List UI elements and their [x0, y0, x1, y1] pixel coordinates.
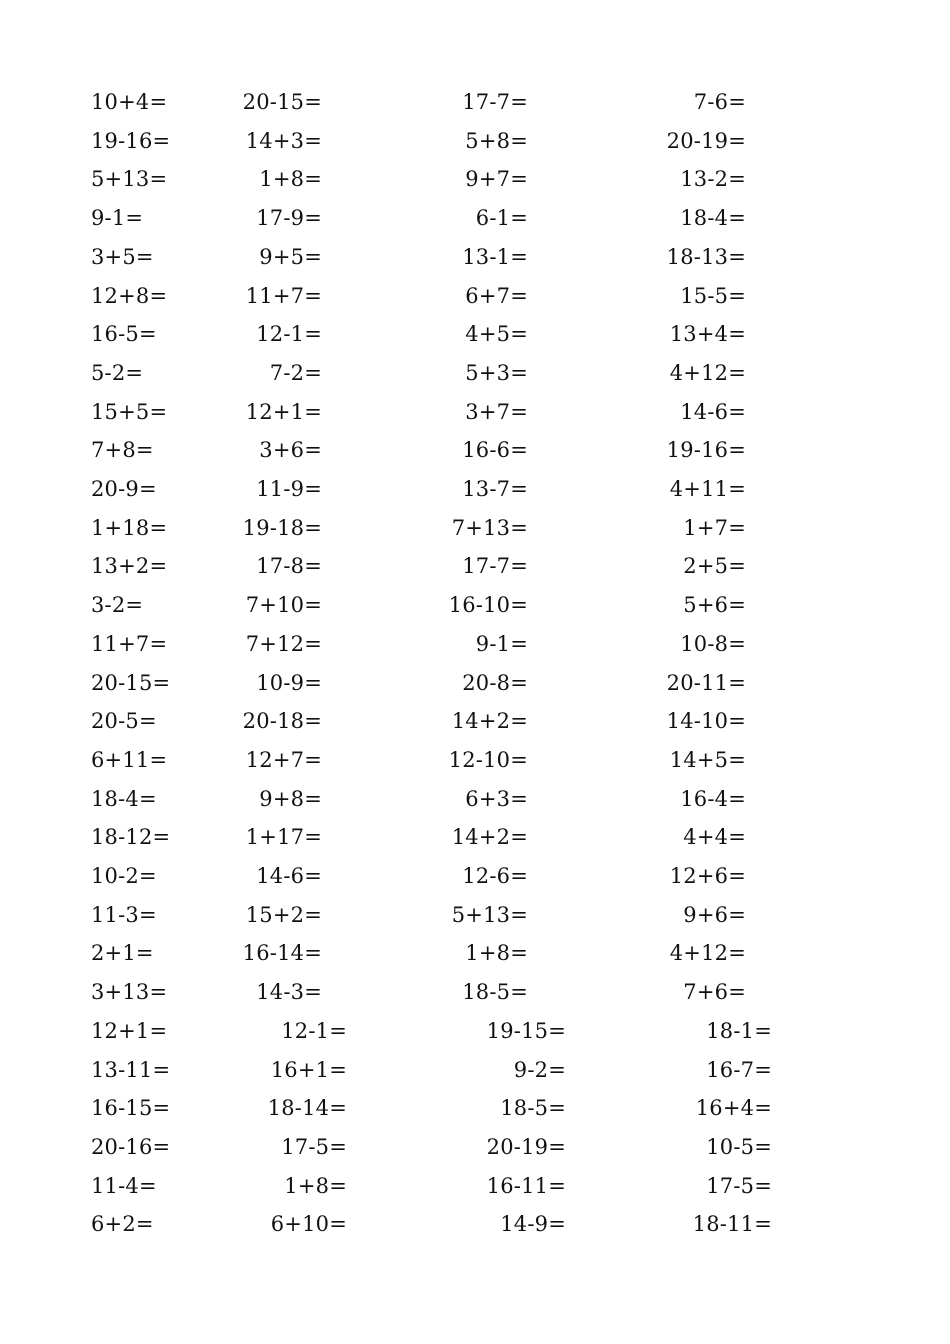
problem-cell: 12-1= [256, 322, 322, 347]
problem-row [0, 245, 950, 284]
problem-cell: 14+2= [451, 709, 528, 734]
problem-cell: 12+1= [91, 1018, 168, 1043]
problem-row [0, 1058, 950, 1097]
problem-cell: 6+7= [465, 283, 528, 308]
problem-cell: 12-10= [448, 747, 528, 772]
problem-cell: 5+3= [465, 360, 528, 385]
problem-cell: 14-9= [500, 1212, 566, 1237]
problem-cell: 14+2= [451, 825, 528, 850]
problem-row [0, 284, 950, 323]
problem-cell: 1+17= [245, 825, 322, 850]
problem-cell: 7+10= [245, 593, 322, 618]
problem-cell: 11-4= [91, 1173, 157, 1198]
problem-cell: 14-6= [256, 864, 322, 888]
problem-cell: 20-16= [91, 1134, 171, 1159]
problem-cell: 12-1= [281, 1018, 347, 1043]
problem-row [0, 748, 950, 787]
problem-row [0, 322, 950, 361]
problem-cell: 14-3= [256, 980, 322, 1005]
problem-cell: 12+8= [91, 283, 168, 308]
problem-cell: 20-15= [91, 670, 171, 695]
problem-cell: 18-12= [91, 825, 171, 850]
problem-cell: 6+11= [91, 747, 168, 772]
problem-cell: 3+13= [91, 980, 168, 1005]
problem-cell: 3+5= [91, 244, 154, 269]
problem-cell: 9-2= [513, 1057, 566, 1082]
problem-cell: 1+8= [465, 941, 528, 966]
problem-cell: 18-5= [500, 1096, 566, 1121]
problem-cell: 11+7= [91, 631, 168, 656]
problem-cell: 15+2= [245, 902, 322, 927]
problem-cell: 14-10= [666, 709, 746, 734]
problem-cell: 19-15= [486, 1018, 566, 1043]
problem-row [0, 167, 950, 206]
problem-cell: 10-9= [256, 670, 322, 695]
problem-cell: 16+1= [270, 1057, 347, 1082]
problem-row [0, 709, 950, 748]
problem-cell: 20-5= [91, 709, 157, 734]
problem-cell: 2+1= [91, 941, 154, 966]
problem-cell: 20-19= [486, 1134, 566, 1159]
problem-cell: 17-8= [256, 554, 322, 579]
problem-cell: 17-7= [462, 90, 528, 114]
problem-cell: 7-6= [693, 90, 746, 114]
problem-cell: 14+3= [245, 128, 322, 153]
problem-cell: 10+4= [91, 90, 168, 114]
problem-cell: 15+5= [91, 399, 168, 424]
problem-row [0, 903, 950, 942]
problem-row [0, 516, 950, 555]
problem-cell: 9+5= [259, 244, 322, 269]
problem-cell: 12+7= [245, 747, 322, 772]
problem-row [0, 361, 950, 400]
problem-row [0, 477, 950, 516]
problem-cell: 16-5= [91, 322, 157, 347]
problem-cell: 14+5= [669, 747, 746, 772]
problem-cell: 13-11= [91, 1057, 171, 1082]
problem-cell: 16-11= [486, 1173, 566, 1198]
problem-cell: 18-13= [666, 244, 746, 269]
problem-row [0, 90, 950, 129]
problem-cell: 5+13= [91, 167, 168, 192]
problem-row [0, 129, 950, 168]
problem-cell: 4+11= [669, 477, 746, 501]
problem-cell: 6-1= [475, 206, 528, 231]
problem-cell: 19-18= [242, 515, 322, 540]
problem-cell: 20-18= [242, 709, 322, 734]
problem-cell: 5+13= [451, 902, 528, 927]
problem-cell: 2+5= [683, 554, 746, 579]
problem-cell: 7+8= [91, 438, 154, 463]
problem-cell: 11-9= [256, 477, 322, 501]
problem-row [0, 206, 950, 245]
problem-cell: 5+6= [683, 593, 746, 618]
problem-cell: 17-5= [706, 1173, 772, 1198]
problem-cell: 13-7= [462, 477, 528, 501]
problem-cell: 19-16= [91, 128, 171, 153]
problem-cell: 6+10= [270, 1212, 347, 1237]
problem-row [0, 1135, 950, 1174]
problem-cell: 20-11= [666, 670, 746, 695]
problem-cell: 3+7= [465, 399, 528, 424]
problem-cell: 18-4= [680, 206, 746, 231]
problem-cell: 4+5= [465, 322, 528, 347]
problem-cell: 10-5= [706, 1134, 772, 1159]
problem-cell: 17-5= [281, 1134, 347, 1159]
problem-row [0, 400, 950, 439]
problem-row [0, 1096, 950, 1135]
problem-cell: 12+6= [669, 864, 746, 888]
problem-cell: 13+4= [669, 322, 746, 347]
problem-cell: 9+8= [259, 786, 322, 811]
problem-cell: 12-6= [462, 864, 528, 888]
problem-row [0, 787, 950, 826]
problem-row [0, 593, 950, 632]
problem-cell: 1+8= [284, 1173, 347, 1198]
problem-cell: 9+7= [465, 167, 528, 192]
problem-cell: 4+12= [669, 941, 746, 966]
problem-row [0, 554, 950, 593]
problem-cell: 20-15= [242, 90, 322, 114]
problem-cell: 6+2= [91, 1212, 154, 1237]
problem-cell: 6+3= [465, 786, 528, 811]
problem-cell: 4+4= [683, 825, 746, 850]
problem-cell: 1+7= [683, 515, 746, 540]
problem-cell: 7-2= [269, 360, 322, 385]
problem-cell: 10-8= [680, 631, 746, 656]
problem-cell: 13+2= [91, 554, 168, 579]
problem-cell: 7+12= [245, 631, 322, 656]
problem-cell: 13-2= [680, 167, 746, 192]
problem-cell: 16-10= [448, 593, 528, 618]
problem-cell: 16-14= [242, 941, 322, 966]
problem-cell: 1+8= [259, 167, 322, 192]
problem-cell: 18-14= [267, 1096, 347, 1121]
problem-cell: 16-4= [680, 786, 746, 811]
problem-row [0, 671, 950, 710]
problem-cell: 5-2= [91, 360, 144, 385]
problem-row [0, 1212, 950, 1251]
problem-cell: 11+7= [245, 283, 322, 308]
problem-row [0, 941, 950, 980]
problem-cell: 3-2= [91, 593, 144, 618]
problem-cell: 16-6= [462, 438, 528, 463]
problem-cell: 9-1= [91, 206, 144, 231]
problem-cell: 15-5= [680, 283, 746, 308]
problem-cell: 16-15= [91, 1096, 171, 1121]
problem-row [0, 438, 950, 477]
problem-cell: 17-9= [256, 206, 322, 231]
problem-row [0, 1019, 950, 1058]
problem-cell: 7+6= [683, 980, 746, 1005]
problem-cell: 18-4= [91, 786, 157, 811]
problem-cell: 3+6= [259, 438, 322, 463]
problem-row [0, 864, 950, 903]
problem-cell: 10-2= [91, 864, 157, 888]
problem-cell: 16+4= [695, 1096, 772, 1121]
problem-cell: 1+18= [91, 515, 168, 540]
problem-cell: 9-1= [475, 631, 528, 656]
problem-cell: 4+12= [669, 360, 746, 385]
problem-cell: 20-19= [666, 128, 746, 153]
problem-cell: 20-8= [462, 670, 528, 695]
problem-row [0, 1174, 950, 1213]
problem-cell: 19-16= [666, 438, 746, 463]
problem-cell: 7+13= [451, 515, 528, 540]
problem-cell: 12+1= [245, 399, 322, 424]
problem-row [0, 825, 950, 864]
problem-cell: 5+8= [465, 128, 528, 153]
problem-cell: 13-1= [462, 244, 528, 269]
problem-cell: 16-7= [706, 1057, 772, 1082]
problem-cell: 9+6= [683, 902, 746, 927]
problem-cell: 18-11= [692, 1212, 772, 1237]
problem-cell: 17-7= [462, 554, 528, 579]
problem-row [0, 980, 950, 1019]
problem-cell: 18-5= [462, 980, 528, 1005]
problem-cell: 20-9= [91, 477, 157, 501]
problem-cell: 11-3= [91, 902, 157, 927]
problem-row [0, 632, 950, 671]
problem-cell: 18-1= [706, 1018, 772, 1043]
problem-cell: 14-6= [680, 399, 746, 424]
